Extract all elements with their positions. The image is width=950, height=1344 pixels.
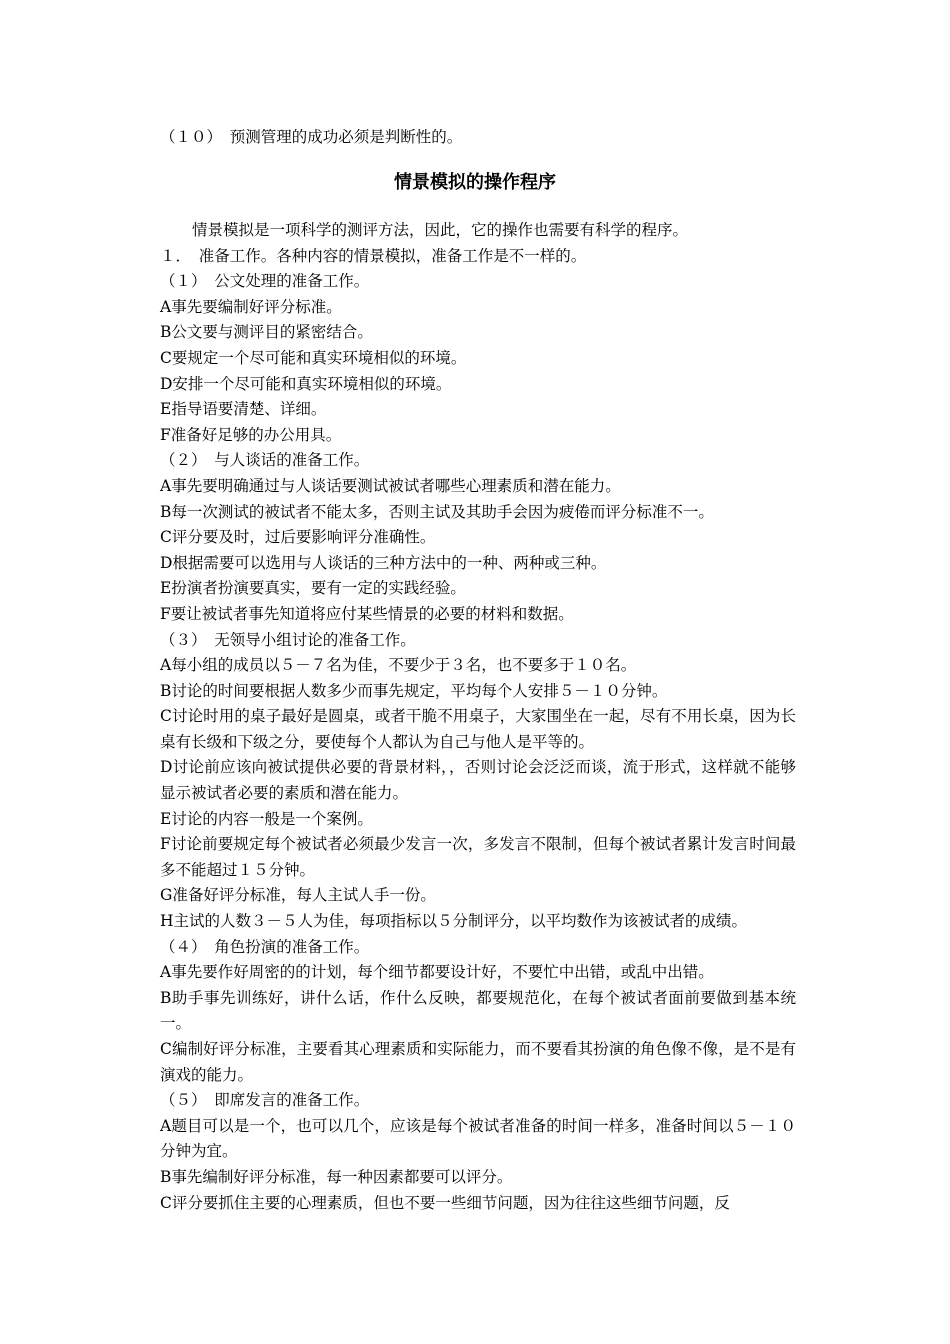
paragraph: A每小组的成员以５－７名为佳，不要少于３名，也不要多于１０名。	[160, 656, 637, 675]
paragraph: F要让被试者事先知道将应付某些情景的必要的材料和数据。	[160, 604, 574, 623]
paragraph: F讨论前要规定每个被试者必须最少发言一次，多发言不限制，但每个被试者累计发言时间最多不能超过１５分钟。	[160, 835, 796, 879]
paragraph: A事先要明确通过与人谈话要测试被试者哪些心理素质和潜在能力。	[160, 476, 621, 495]
paragraph: A事先要作好周密的的计划，每个细节都要设计好，不要忙中出错，或乱中出错。	[160, 963, 714, 982]
paragraph: D安排一个尽可能和真实环境相似的环境。	[160, 374, 452, 393]
paragraph: E扮演者扮演要真实，要有一定的实践经验。	[160, 579, 466, 598]
paragraph: G准备好评分标准，每人主试人手一份。	[160, 886, 436, 905]
paragraph: A题目可以是一个，也可以几个，应该是每个被试者准备的时间一样多，准备时间以５－１０分钟为宜。	[160, 1116, 796, 1161]
paragraph: C评分要抓住主要的心理素质，但也不要一些细节问题，因为往往这些细节问题，反	[160, 1193, 730, 1212]
paragraph: B讨论的时间要根据人数多少而事先规定，平均每个人安排５－１０分钟。	[160, 681, 668, 700]
paragraph: C评分要及时，过后要影响评分准确性。	[160, 528, 436, 547]
paragraph: （１） 公文处理的准备工作。	[160, 272, 370, 291]
paragraph: （５） 即席发言的准备工作。	[160, 1091, 370, 1110]
paragraph: C讨论时用的桌子最好是圆桌，或者干脆不用桌子，大家围坐在一起，尽有不用长桌，因为长桌有长级和下级之分，要使每个人都认为自己与他人是平等的。	[160, 707, 796, 751]
paragraph: B每一次测试的被试者不能太多，否则主试及其助手会因为疲倦而评分标准不一。	[160, 502, 714, 521]
paragraph: A事先要编制好评分标准。	[160, 297, 342, 316]
paragraph: C要规定一个尽可能和真实环境相似的环境。	[160, 348, 467, 367]
document-body	[160, 218, 796, 1216]
paragraph: B助手事先训练好，讲什么话，作什么反映，都要规范化，在每个被试者面前要做到基本统一。	[160, 988, 796, 1033]
paragraph: C编制好评分标准，主要看其心理素质和实际能力，而不要看其扮演的角色像不像，是不是有演戏的能力。	[160, 1040, 796, 1084]
paragraph: D讨论前应该向被试提供必要的背景材料，，否则讨论会泛泛而谈，流于形式，这样就不能够显示被试者必要的素质和潜在能力。	[160, 758, 796, 803]
paragraph: （２） 与人谈话的准备工作。	[160, 451, 370, 470]
intro-paragraph: 情景模拟是一项科学的测评方法，因此，它的操作也需要有科学的程序。	[192, 221, 689, 239]
paragraph: （４） 角色扮演的准备工作。	[160, 937, 370, 956]
paragraph: D根据需要可以选用与人谈话的三种方法中的一种、两种或三种。	[160, 553, 607, 572]
paragraph: E指导语要清楚、详细。	[160, 400, 327, 419]
section-title: 情景模拟的操作程序	[394, 172, 556, 193]
paragraph: １． 准备工作。各种内容的情景模拟，准备工作是不一样的。	[160, 246, 587, 265]
paragraph: （３） 无领导小组讨论的准备工作。	[160, 630, 416, 649]
paragraph: E讨论的内容一般是一个案例。	[160, 809, 373, 828]
paragraph: B事先编制好评分标准，每一种因素都要可以评分。	[160, 1167, 513, 1186]
paragraph: F准备好足够的办公用具。	[160, 425, 342, 444]
paragraph: B公文要与测评目的紧密结合。	[160, 323, 373, 342]
lead-line: （１０） 预测管理的成功必须是判断性的。	[160, 128, 463, 146]
paragraph: H主试的人数３－５人为佳，每项指标以５分制评分，以平均数作为该被试者的成绩。	[160, 912, 748, 931]
